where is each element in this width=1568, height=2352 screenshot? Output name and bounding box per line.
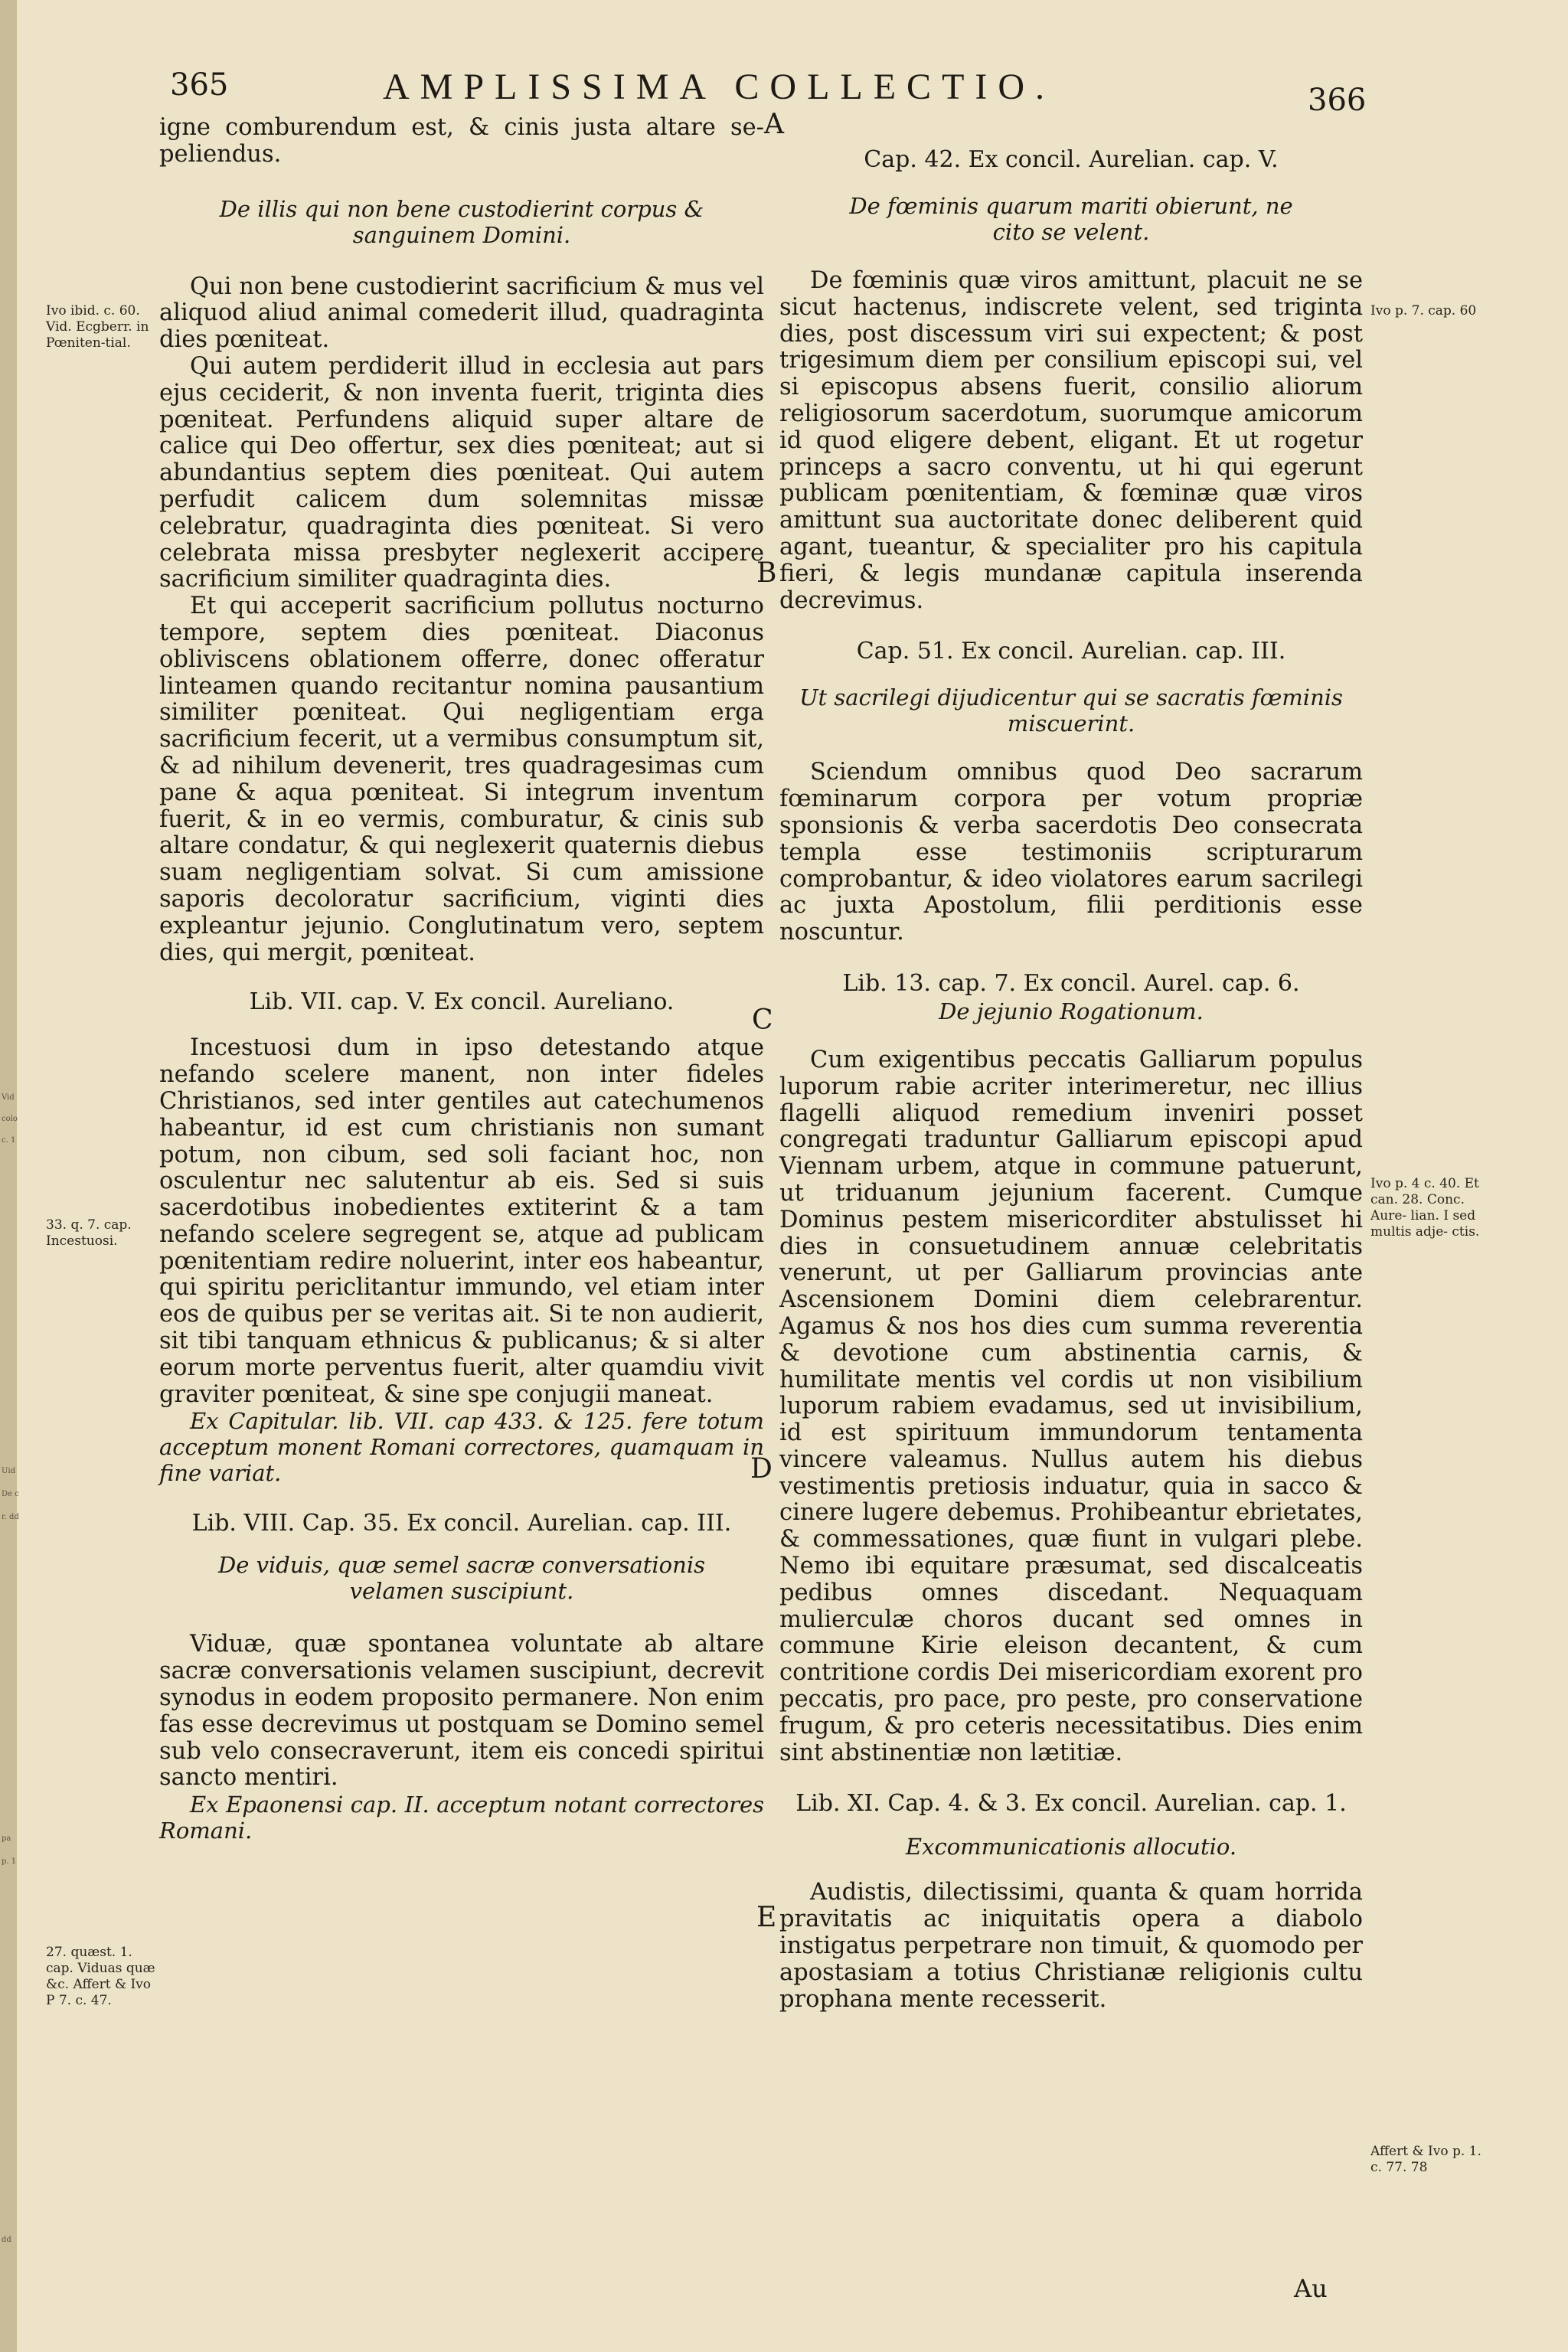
right-column (779, 145, 1363, 2013)
paragraph: Sciendum omnibus quod Deo sacrarum fœminarum corpora per votum propriæ sponsionis & verba sacerdotis Deo consecrata templa esse testimoniis scripturarum comprobantur, & ideo violatores earum sacrilegi ac juxta Apostolum, filii perditionis esse noscuntur. (779, 759, 1363, 946)
section-letter: C (752, 1004, 773, 1036)
gutter-fragment: De c (2, 1490, 19, 1498)
section-letter: E (756, 1902, 777, 1933)
paragraph: Audistis, dilectissimi, quanta & quam horrida pravitatis ac iniquitatis opera a diabolo instigatus perpetrare non timuit, & quomodo per apostasiam a totius Christianæ religionis cultu prophana mente recesserit. (779, 1879, 1363, 2013)
section-heading: Cap. 51. Ex concil. Aurelian. cap. III. (856, 638, 1286, 665)
section-heading: De fœminis quarum mariti obierunt, ne cito se velent. (849, 193, 1293, 245)
paragraph: Qui non bene custodierint sacrificium & mus vel aliquod aliud animal comederit illud, quadraginta dies pœniteat. (159, 273, 764, 354)
margin-note: 27. quæst. 1. cap. Viduas quæ &c. Affert & Ivo P 7. c. 47. (46, 1945, 155, 2008)
gutter-fragments (2, 0, 20, 2352)
gutter-fragment: dd (2, 2236, 11, 2244)
margin-note: Ivo ibid. c. 60. Vid. Ecgberr. in Pœniten-tial. (46, 303, 149, 351)
paragraph: Et qui acceperit sacrificium pollutus nocturno tempore, septem dies pœniteat. Diaconus obliviscens oblationem offerre, donec offeratur linteamen quando recitantur nomina pausantium similiter pœniteat. Qui negligentiam erga sacrificium fecerit, ut a vermibus consumptum sit, & ad nihilum devenerit, tres quadragesimas cum pane & aqua pœniteat. Si integrum inventum fuerit, & in eo vermis, comburatur, & cinis sub altare condatur, & qui neglexerit quaternis diebus suam negligentiam solvat. Si cum amissione saporis decoloratur sacrificium, viginti dies expleantur jejunio. Conglutinatum vero, septem dies, qui mergit, pœniteat. (159, 593, 764, 966)
margin-note: Ivo p. 7. cap. 60 (1370, 303, 1477, 318)
running-title: AMPLISSIMA COLLECTIO. (383, 67, 1056, 107)
paragraph: Qui autem perdiderit illud in ecclesia aut pars ejus ceciderit, & non inventa fuerit, triginta dies pœniteat. Perfundens aliquid super altare de calice qui Deo offertur, sex dies pœniteat; aut si abundantius septem dies pœniteat. Qui autem perfudit calicem dum solemnitas missæ celebratur, quadraginta dies pœniteat. Si vero celebrata missa presbyter neglexerit accipere sacrificium similiter quadraginta dies. (159, 352, 764, 593)
section-heading: Lib. VII. cap. V. Ex concil. Aureliano. (249, 988, 675, 1016)
editorial-note: Ex Epaonensi cap. II. acceptum notant correctores Romani. (159, 1792, 764, 1844)
paragraph: igne comburendum est, & cinis justa altare se- peliendus. (159, 114, 764, 168)
section-heading: Lib. XI. Cap. 4. & 3. Ex concil. Aurelian. cap. 1. (795, 1790, 1347, 1818)
gutter-fragment: colo (2, 1115, 18, 1123)
left-column (159, 115, 764, 1844)
section-letter: A (764, 109, 784, 140)
gutter-fragment: r. dd (2, 1513, 19, 1521)
section-heading: De jejunio Rogationum. (939, 998, 1204, 1024)
margin-note: Ivo p. 4 c. 40. Et can. 28. Conc. Aure- lian. I sed multis adje- ctis. (1370, 1176, 1480, 1240)
margin-note: 33. q. 7. cap. Incestuosi. (46, 1217, 132, 1249)
margin-note: Affert & Ivo p. 1. c. 77. 78 (1370, 2144, 1481, 2175)
paragraph: De fœminis quæ viros amittunt, placuit ne se sicut hactenus, indiscrete velent, sed triginta dies, post discessum viri sui expectent; & post trigesimum diem per consilium episcopi sui, vel si episcopus absens fuerit, consilio aliorum religiosorum sacerdotum, suorumque amicorum id quod eligere debent, eligant. Et ut rogetur princeps a sacro conventu, ut hi qui egerunt publicam pœnitentiam, & fœminæ quæ viros amittunt sua auctoritate donec deliberent quid agant, tueantur, & specialiter pro his capitula fieri, & legis mundanæ capitula inserenda decrevimus. (779, 267, 1363, 614)
section-heading: Lib. 13. cap. 7. Ex concil. Aurel. cap. 6. (842, 969, 1300, 997)
paragraph: Incestuosi dum in ipso detestando atque nefando scelere manent, non inter fideles Christianos, sed inter gentiles aut catechumenos habeantur, id est cum christianis non sumant potum, non cibum, sed soli faciant hoc, non osculentur nec salutentur ab eis. Sed si suis sacerdotibus inobedientes extiterint & a tam nefando scelere segregent se, atque ad publicam pœnitentiam redire noluerint, inter eos habeantur, qui spiritu periclitantur immundo, vel etiam inter eos de quibus per se veritas ait. Si te non audierit, sit tibi tanquam ethnicus & publicanus; & si alter eorum morte perventus fuerit, alter quamdiu vivit graviter pœniteat, & sine spe conjugii maneat. (159, 1034, 764, 1408)
page-number-left: 365 (170, 67, 229, 103)
section-letter: B (756, 557, 777, 589)
catchword: Au (1294, 2274, 1328, 2303)
section-heading: Lib. VIII. Cap. 35. Ex concil. Aurelian. cap. III. (191, 1510, 732, 1537)
gutter-fragment: Vid (2, 1093, 15, 1102)
gutter-fragment: c. 1 (2, 1136, 16, 1145)
paragraph: Viduæ, quæ spontanea voluntate ab altare sacræ conversationis velamen suscipiunt, decrevit synodus in eodem proposito permanere. Non enim fas esse decrevimus ut postquam se Domino semel sub velo consecraverunt, item eis concedi spiritui sancto mentiri. (159, 1631, 764, 1792)
paragraph: Cum exigentibus peccatis Galliarum populus luporum rabie acriter interimeretur, nec illius flagelli aliquod remedium inveniri posset congregati traduntur Galliarum episcopi apud Viennam urbem, atque in commune patuerunt, ut triduanum jejunium facerent. Cumque Dominus pestem misericorditer abstulisset hi dies in consuetudinem annuæ celebritatis venerunt, ut per Galliarum provincias ante Ascensionem Domini diem celebrarentur. Agamus & nos hos dies cum summa reverentia & devotione cum abstinentia carnis, & humilitate mentis vel cordis ut non visibilium luporum rabiem evadamus, sed ut invisibilium, id est spirituum immundorum tentamenta vincere valeamus. Nullus autem his diebus vestimentis pretiosis induatur, quia in sacco & cinere lugere debemus. Prohibeantur ebrietates, & commessationes, quæ fiunt in vulgari plebe. Nemo ibi equitare præsumat, sed discalceatis pedibus omnes discedant. Nequaquam mulierculæ choros ducant sed omnes in commune Kirie eleison decantent, & cum contritione cordis Dei misericordiam exorent pro peccatis, pro pace, pro peste, pro conservatione frugum, & pro ceteris necessitatibus. Dies enim sint abstinentiæ non lætitiæ. (779, 1046, 1363, 1766)
section-letter: D (750, 1453, 773, 1485)
editorial-note: Ex Capitular. lib. VII. cap 433. & 125. fere totum acceptum monent Romani correctores, quamquam in fine variat. (159, 1408, 764, 1487)
gutter-fragment: pa (2, 1834, 11, 1843)
page-number-right: 366 (1308, 83, 1367, 118)
section-heading: Cap. 42. Ex concil. Aurelian. cap. V. (864, 146, 1279, 173)
section-heading: De illis qui non bene custodierint corpus & sanguinem Domini. (219, 195, 704, 248)
gutter-fragment: p. 1 (2, 1857, 17, 1866)
section-heading: Ut sacrilegi dijudicentur qui se sacratis fœminis miscuerint. (799, 684, 1343, 737)
section-heading: De viduis, quæ semel sacræ conversationis velamen suscipiunt. (218, 1552, 705, 1605)
gutter-fragment: Uid (2, 1467, 16, 1475)
section-heading: Excommunicationis allocutio. (905, 1834, 1237, 1860)
